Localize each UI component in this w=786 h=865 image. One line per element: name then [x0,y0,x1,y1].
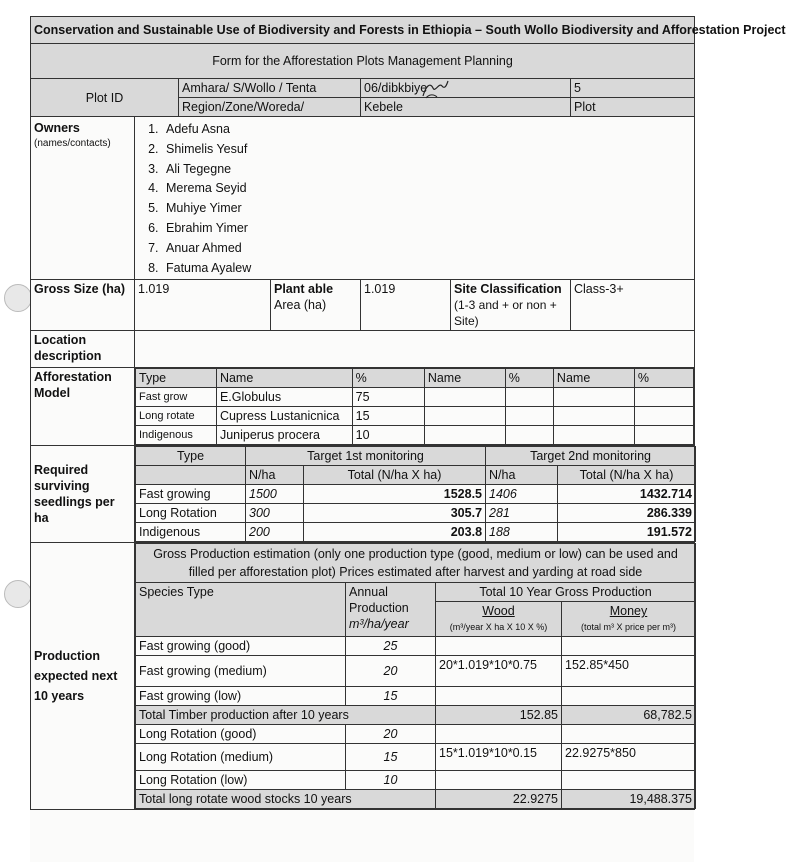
owner-item: 4. Merema Seyid [162,179,691,199]
production-species: Fast growing (medium) [136,656,346,687]
gross-size-value: 1.019 [135,280,271,331]
plantable-label: Plant able [274,282,334,297]
production-money: 22.9275*850 [562,744,696,771]
owner-item: 5. Muhiye Yimer [162,199,691,219]
production-annual: 20 [346,725,436,744]
plot-id-label: Plot ID [31,79,179,117]
production-row [136,744,696,771]
production-wood [436,687,562,706]
seedlings-total1: 305.7 [304,504,486,523]
location-value [135,331,695,368]
seedlings-header-type: Type [136,447,246,466]
production-wood: 15*1.019*10*0.15 [436,744,562,771]
owner-item: 6. Ebrahim Yimer [162,219,691,239]
production-annual: 15 [346,687,436,706]
location-label: Location description [31,331,135,368]
model-species-pct: 75 [352,388,424,407]
seedlings-type: Long Rotation [136,504,246,523]
seedlings-n2: 1406 [486,485,558,504]
model-header-name: Name [424,369,505,388]
owners-list-cell [135,117,695,280]
form-title: Form for the Afforestation Plots Management Planning [31,44,695,79]
model-type: Fast grow [136,388,217,407]
model-species-name: E.Globulus [216,388,352,407]
production-total-label: Total long rotate wood stocks 10 years [136,790,436,809]
model-row [136,407,694,426]
owners-list [138,120,691,278]
site-class-value: Class-3+ [571,280,695,331]
production-row [136,687,696,706]
production-header-money-sub: (total m³ X price per m³) [580,622,676,633]
production-note: Gross Production estimation (only one production type (good, medium or low) can be used and filled per afforestation plot) Prices estimated after harvest and yarding at road side [136,544,696,583]
production-money [562,771,696,790]
region-value: Amhara/ S/Wollo / Tenta [179,79,361,98]
model-species-pct: 15 [352,407,424,426]
model-header-name: Name [216,369,352,388]
plot-number-value: 5 [571,79,695,98]
production-header-money-cell [562,602,696,637]
seedlings-n1: 1500 [246,485,304,504]
production-total-row [136,790,696,809]
model-species-name: Cupress Lustanicnica [216,407,352,426]
production-species: Long Rotation (medium) [136,744,346,771]
seedlings-row [136,523,696,542]
production-species: Long Rotation (low) [136,771,346,790]
production-species: Fast growing (low) [136,687,346,706]
seedlings-header-target2: Target 2nd monitoring [486,447,696,466]
production-header-annual-unit: m³/ha/year [349,617,409,632]
afforestation-form [30,16,786,862]
seedlings-header-total: Total (N/ha X ha) [304,466,486,485]
production-money [562,637,696,656]
gross-size-label: Gross Size (ha) [31,280,135,331]
plot-label: Plot [571,98,695,117]
seedlings-total1: 203.8 [304,523,486,542]
seedlings-n2: 188 [486,523,558,542]
production-total-row [136,706,696,725]
production-header-annual: Annual Production [349,585,409,616]
production-annual: 20 [346,656,436,687]
model-species-name: Juniperus procera [216,426,352,445]
owner-item: 2. Shimelis Yesuf [162,140,691,160]
production-wood [436,771,562,790]
seedlings-type: Indigenous [136,523,246,542]
production-total-money: 68,782.5 [562,706,696,725]
production-money [562,687,696,706]
seedlings-n1: 300 [246,504,304,523]
production-annual: 15 [346,744,436,771]
production-money [562,725,696,744]
seedlings-cell [135,446,695,543]
form-table [30,16,786,810]
seedlings-header-target1: Target 1st monitoring [246,447,486,466]
seedlings-table [135,446,696,542]
production-total-wood: 152.85 [436,706,562,725]
production-header-species: Species Type [136,583,346,637]
seedlings-label: Required surviving seedlings per ha [31,446,135,543]
production-row [136,771,696,790]
seedlings-row [136,485,696,504]
production-wood [436,637,562,656]
seedlings-header-total: Total (N/ha X ha) [558,466,696,485]
model-header-pct: % [505,369,553,388]
production-row [136,637,696,656]
production-total-wood: 22.9275 [436,790,562,809]
production-annual: 25 [346,637,436,656]
model-type: Long rotate [136,407,217,426]
production-total-money: 19,488.375 [562,790,696,809]
production-cell [135,543,695,810]
model-header-type: Type [136,369,217,388]
model-type: Indigenous [136,426,217,445]
model-header-name: Name [553,369,634,388]
production-row [136,656,696,687]
production-header-wood-sub: (m³/year X ha X 10 X %) [449,622,548,633]
kebele-value [361,79,571,98]
production-total-label: Total Timber production after 10 years [136,706,436,725]
plantable-label-cell [271,280,361,331]
production-header-wood: Wood [482,604,515,619]
afforestation-model-cell [135,368,695,446]
site-class-sublabel: (1-3 and + or non + Site) [454,298,557,329]
production-species: Fast growing (good) [136,637,346,656]
seedlings-total2: 1432.714 [558,485,696,504]
owner-item: 3. Ali Tegegne [162,160,691,180]
seedlings-header-nha: N/ha [246,466,304,485]
production-annual: 10 [346,771,436,790]
plantable-sublabel: Area (ha) [274,298,327,313]
seedlings-n1: 200 [246,523,304,542]
seedlings-total1: 1528.5 [304,485,486,504]
handwritten-correction-mark [420,78,450,100]
production-species: Long Rotation (good) [136,725,346,744]
kebele-label: Kebele [361,98,571,117]
model-header-pct: % [352,369,424,388]
production-wood [436,725,562,744]
site-class-label-cell [451,280,571,331]
afforestation-model-label: Afforestation Model [31,368,135,446]
model-species-pct: 10 [352,426,424,445]
plantable-value: 1.019 [361,280,451,331]
production-header-money: Money [609,604,648,619]
model-row [136,426,694,445]
production-money: 152.85*450 [562,656,696,687]
production-wood: 20*1.019*10*0.75 [436,656,562,687]
project-header: Conservation and Sustainable Use of Biodiversity and Forests in Ethiopia – South Wollo Biodiversity and Afforestation Project [31,17,695,44]
production-header-total: Total 10 Year Gross Production [436,583,696,602]
production-label: Production expected next 10 years [31,543,135,810]
model-header-pct: % [634,369,693,388]
production-header-annual-cell [346,583,436,637]
seedlings-total2: 191.572 [558,523,696,542]
seedlings-total2: 286.339 [558,504,696,523]
model-row [136,388,694,407]
seedlings-type: Fast growing [136,485,246,504]
kebele-value-text: 06/dibkbiye [364,81,428,95]
punch-hole-bottom [4,580,32,608]
site-class-label: Site Classification [454,282,562,297]
afforestation-model-table [135,368,694,445]
owners-sublabel: (names/contacts) [34,138,111,149]
owners-label: Owners [34,121,80,135]
seedlings-header-nha: N/ha [486,466,558,485]
production-table [135,543,696,809]
owner-item: 8. Fatuma Ayalew [162,259,691,279]
production-row [136,725,696,744]
punch-hole-top [4,284,32,312]
owners-label-cell [31,117,135,280]
region-label: Region/Zone/Woreda/ [179,98,361,117]
owner-item: 7. Anuar Ahmed [162,239,691,259]
owner-item: 1. Adefu Asna [162,120,691,140]
seedlings-row [136,504,696,523]
seedlings-n2: 281 [486,504,558,523]
production-header-wood-cell [436,602,562,637]
